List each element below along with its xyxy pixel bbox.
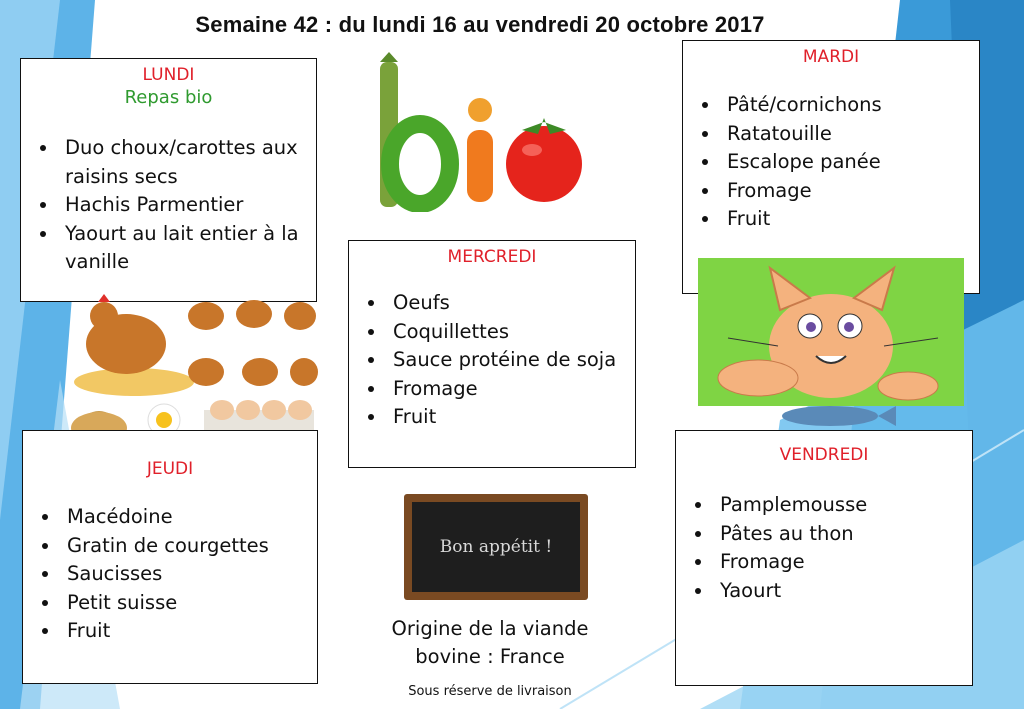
- menu-item: • Fruit: [721, 205, 979, 234]
- menu-item: • Gratin de courgettes: [61, 532, 317, 561]
- chalkboard-text: Bon appétit !: [439, 537, 553, 557]
- vendredi-menu-box: [675, 430, 973, 686]
- lundi-day-title: LUNDI: [142, 65, 195, 85]
- menu-item: • Pâtes au thon: [714, 520, 972, 549]
- jeudi-day-title: JEUDI: [146, 459, 194, 479]
- bio-logo-image: [372, 52, 592, 212]
- mercredi-day-title: MERCREDI: [447, 247, 537, 267]
- lundi-menu-box: [20, 58, 317, 302]
- jeudi-menu-list: [23, 503, 317, 646]
- menu-item: • Fromage: [714, 548, 972, 577]
- mardi-day-title: MARDI: [802, 47, 860, 67]
- menu-item: • Pamplemousse: [714, 491, 972, 520]
- menu-item: • Fruit: [61, 617, 317, 646]
- page-title: Semaine 42 : du lundi 16 au vendredi 20 octobre 2017: [195, 12, 765, 37]
- menu-item: • Saucisses: [61, 560, 317, 589]
- menu-item: • Oeufs: [387, 289, 635, 318]
- menu-item: • Pâté/cornichons: [721, 91, 979, 120]
- menu-item: • Fruit: [387, 403, 635, 432]
- menu-item: • Duo choux/carottes aux raisins secs: [59, 134, 316, 191]
- jeudi-menu-box: [22, 430, 318, 684]
- menu-item: • Fromage: [387, 375, 635, 404]
- menu-item: • Ratatouille: [721, 120, 979, 149]
- lundi-subtitle: Repas bio: [124, 87, 213, 108]
- delivery-disclaimer: Sous réserve de livraison: [408, 684, 572, 699]
- menu-item: • Fromage: [721, 177, 979, 206]
- mercredi-menu-box: [348, 240, 636, 468]
- meat-origin-note: Origine de la viande bovine : France: [391, 617, 589, 668]
- menu-item: • Coquillettes: [387, 318, 635, 347]
- menu-item: • Escalope panée: [721, 148, 979, 177]
- mardi-menu-list: [683, 91, 979, 234]
- mercredi-menu-list: [349, 289, 635, 432]
- menu-item: • Hachis Parmentier: [59, 191, 316, 220]
- vendredi-menu-list: [676, 491, 972, 605]
- menu-item: • Petit suisse: [61, 589, 317, 618]
- vendredi-day-title: VENDREDI: [779, 445, 869, 465]
- cat-with-fish-image: [698, 258, 964, 438]
- menu-item: • Yaourt au lait entier à la vanille: [59, 220, 316, 277]
- chalkboard-image: [404, 494, 588, 600]
- mardi-menu-box: [682, 40, 980, 294]
- lundi-menu-list: [21, 134, 316, 277]
- menu-item: • Sauce protéine de soja: [387, 346, 635, 375]
- menu-item: • Yaourt: [714, 577, 972, 606]
- menu-item: • Macédoine: [61, 503, 317, 532]
